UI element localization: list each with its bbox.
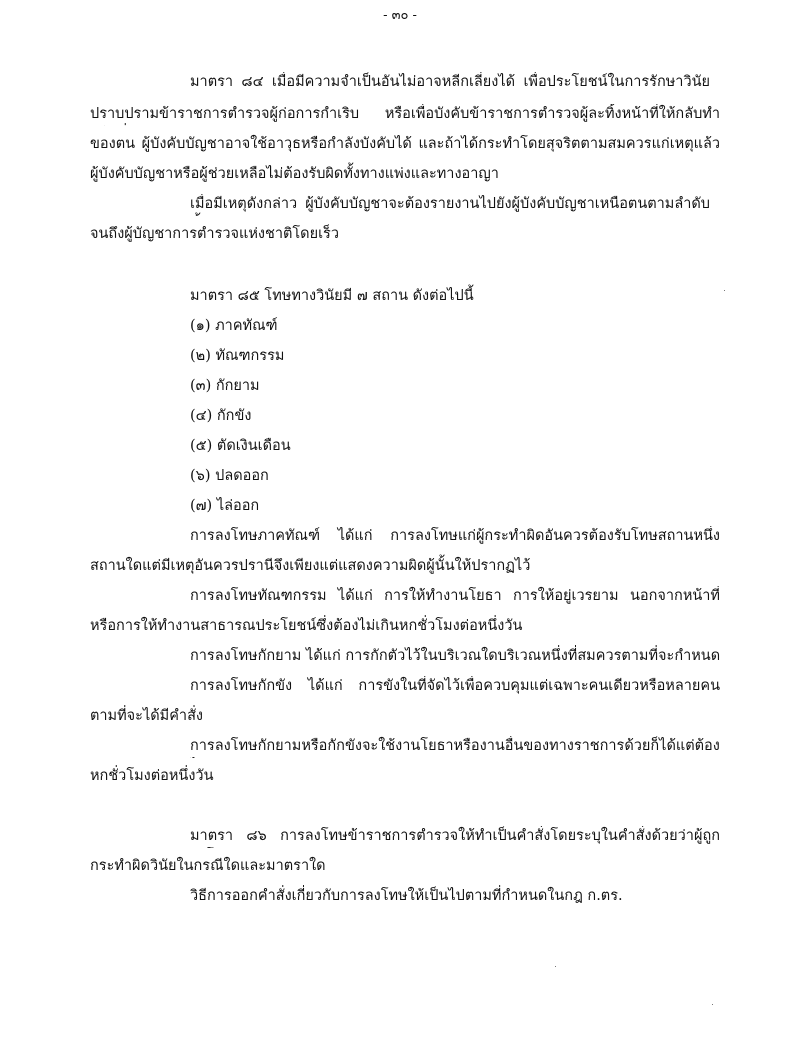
section-85-explanation-1: การลงโทษภาคทัณฑ์ ได้แก่ การลงโทษแก่ผู้กระทำผิดอันควรต้องรับโทษสถานหนึ่ง (190, 528, 720, 544)
section-86-line-2: กระทำผิดวินัยในกรณีใดและมาตราใด (90, 858, 326, 874)
scan-speck (555, 966, 556, 967)
section-85-explanation-7: ตามที่จะได้มีคำสั่ง (90, 708, 203, 724)
section-84-para2-line-1: เมื่อมีเหตุดังกล่าว ผู้บังคับบัญชาจะต้องรายงานไปยังผู้บังคับบัญชาเหนือตนตามลำดับ (190, 196, 710, 212)
section-85-item-5: (๕) ตัดเงินเดือน (190, 438, 291, 454)
section-85-explanation-5: การลงโทษกักยาม ได้แก่ การกักตัวไว้ในบริเวณใดบริเวณหนึ่งที่สมควรตามที่จะกำหนด (190, 648, 721, 664)
section-85-item-3: (๓) กักยาม (190, 378, 260, 394)
section-85-explanation-4: หรือการให้ทำงานสาธารณประโยชน์ซึ่งต้องไม่เกินหกชั่วโมงต่อหนึ่งวัน (90, 618, 523, 634)
section-84-line-2: ปราบปรามข้าราชการตำรวจผู้ก่อการกำเริบ หรือเพื่อบังคับข้าราชการตำรวจผู้ละทิ้งหน้าที่ให้กลับทำ (90, 106, 720, 122)
section-86-line-3: วิธีการออกคำสั่งเกี่ยวกับการลงโทษให้เป็นไปตามที่กำหนดในกฎ ก.ตร. (190, 888, 623, 904)
section-85-item-4: (๔) กักขัง (190, 408, 252, 424)
section-85-item-1: (๑) ภาคทัณฑ์ (190, 318, 278, 334)
section-84-line-1: มาตรา ๘๔ เมื่อมีความจำเป็นอันไม่อาจหลีกเลี่ยงได้ เพื่อประโยชน์ในการรักษาวินัย (190, 74, 710, 90)
section-84-para2-line-2: จนถึงผู้บัญชาการตำรวจแห่งชาติโดยเร็ว (90, 226, 339, 242)
section-85-item-7: (๗) ไล่ออก (190, 498, 260, 514)
page-number: - ๓๐ - (383, 8, 417, 23)
section-85-heading: มาตรา ๘๕ โทษทางวินัยมี ๗ สถาน ดังต่อไปนี้ (190, 288, 474, 304)
section-85-explanation-3: การลงโทษทัณฑกรรม ได้แก่ การให้ทำงานโยธา การให้อยู่เวรยาม นอกจากหน้าที่ (190, 588, 720, 604)
section-85-explanation-8: การลงโทษกักยามหรือกักขังจะใช้งานโยธาหรืองานอื่นของทางราชการด้วยก็ได้แต่ต้อง (190, 738, 720, 754)
scan-speck (724, 290, 725, 291)
section-85-explanation-6: การลงโทษกักขัง ได้แก่ การขังในที่จัดไว้เพื่อควบคุมแต่เฉพาะคนเดียวหรือหลายคน (190, 678, 720, 694)
section-85-explanation-2: สถานใดแต่มีเหตุอันควรปรานีจึงเพียงแต่แสดงความผิดผู้นั้นให้ปรากฏไว้ (90, 558, 531, 574)
section-85-item-2: (๒) ทัณฑกรรม (190, 348, 285, 364)
section-84-line-4: ผู้บังคับบัญชาหรือผู้ช่วยเหลือไม่ต้องรับผิดทั้งทางแพ่งและทางอาญา (90, 166, 499, 182)
section-84-line-3: ของตน ผู้บังคับบัญชาอาจใช้อาวุธหรือกำลังบังคับได้ และถ้าได้กระทำโดยสุจริตตามสมควรแก่เหตุแล้ว (90, 136, 720, 152)
section-85-explanation-9: หกชั่วโมงต่อหนึ่งวัน (90, 768, 214, 784)
scan-speck (712, 1004, 713, 1005)
section-85-item-6: (๖) ปลดออก (190, 468, 269, 484)
section-86-line-1: มาตรา ๘๖ การลงโทษข้าราชการตำรวจให้ทำเป็นคำสั่งโดยระบุในคำสั่งด้วยว่าผู้ถูก (190, 828, 720, 844)
